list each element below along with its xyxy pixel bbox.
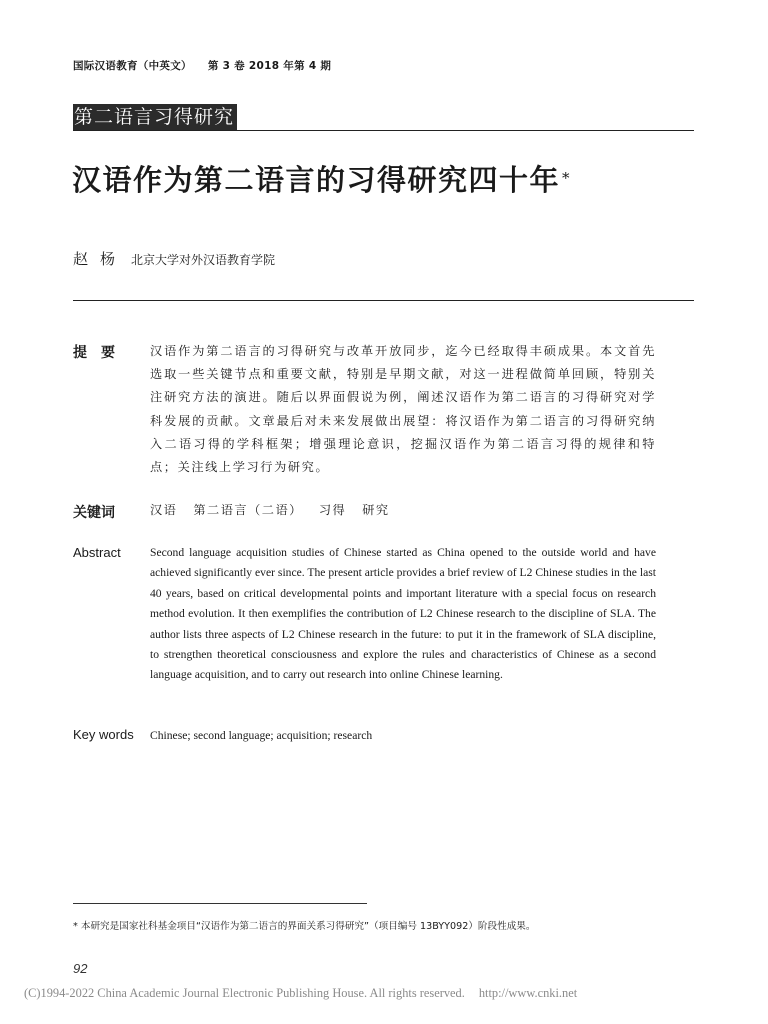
copyright-text: (C)1994-2022 China Academic Journal Electronic Publishing House. All rights reserved. [24, 986, 465, 1000]
author-name: 赵杨 [73, 250, 128, 268]
page-number: 92 [73, 961, 88, 976]
section-divider [73, 130, 694, 131]
keywords-en-text: Chinese; second language; acquisition; research [150, 729, 373, 742]
footnote-divider [73, 903, 367, 904]
journal-header [73, 58, 331, 73]
header-divider [73, 300, 694, 301]
journal-name: 国际汉语教育（中英文） [73, 60, 192, 72]
abstract-cn-text: 汉语作为第二语言的习得研究与改革开放同步，迄今已经取得丰硕成果。本文首先选取一些关键节点和重要文献，特别是早期文献，对这一进程做简单回顾，特别关注研究方法的演进。随后以界面假说为例，阐述汉语作为第二语言的习得研究对学科发展的贡献。文章最后对未来发展做出展望：将汉语作为第二语言的习得研究纳入二语习得的学科框架；增强理论意识，挖掘汉语作为第二语言习得的规律和特点；关注线上学习行为研究。 [150, 344, 656, 475]
journal-volume: 第 3 卷 2018 年第 4 期 [207, 60, 332, 72]
keywords-en-label: Key words [73, 727, 134, 742]
keyword-cn: 研究 [362, 503, 390, 517]
abstract-cn-label: 提要 [73, 345, 129, 361]
article-title [72, 160, 571, 200]
title-footnote-mark: * [562, 169, 572, 187]
section-tag: 第二语言习得研究 [73, 104, 237, 130]
abstract-en-text: Second language acquisition studies of Chinese started as China opened to the outside world and have achieved significantly ever since. The present article provides a brief review of L2 Chinese studies in the last 40 years, based on critical developmental points and important literature with a special focus on research method evolution. It then exemplifies the contribution of L2 Chinese research to the discipline of SLA. The author lists three aspects of L2 Chinese research in the future: to put it in the framework of SLA discipline, to strengthen theoretical consciousness and explore the rules and characteristics of Chinese as a second language acquisition, and to carry out research into online Chinese learning. [150, 546, 656, 682]
author-line [73, 249, 275, 270]
keywords-cn-list [150, 500, 406, 520]
keywords-cn-label: 关键词 [73, 505, 115, 521]
article-title-text: 汉语作为第二语言的习得研究四十年 [72, 163, 561, 197]
footnote: * 本研究是国家社科基金项目“汉语作为第二语言的界面关系习得研究”（项目编号 13BYY092）阶段性成果。 [73, 921, 536, 932]
copyright-url[interactable]: http://www.cnki.net [478, 986, 578, 1000]
abstract-en-label: Abstract [73, 545, 121, 560]
author-affiliation: 北京大学对外汉语教育学院 [131, 253, 276, 267]
keyword-cn: 习得 [318, 503, 347, 517]
keyword-cn: 汉语 [150, 503, 178, 517]
copyright-line [24, 986, 577, 1001]
keyword-cn: 第二语言（二语） [193, 503, 303, 517]
